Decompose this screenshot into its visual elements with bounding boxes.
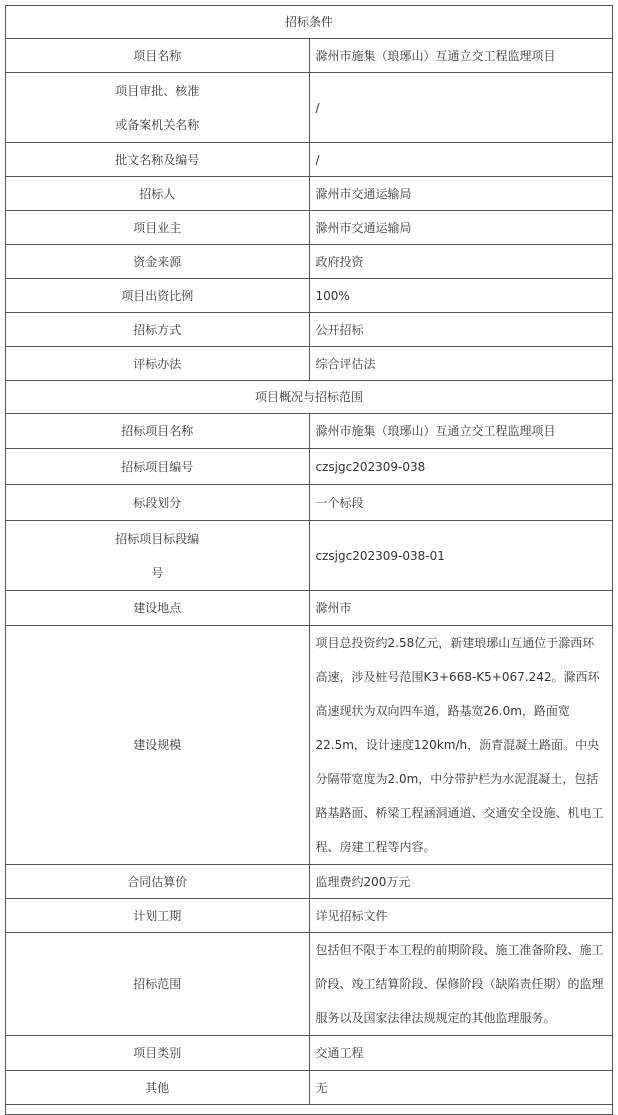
other-value: 无 <box>309 1071 613 1105</box>
tender-method-value: 公开招标 <box>309 313 613 347</box>
lot-no-value: czsjgc202309-038-01 <box>309 521 613 591</box>
scope-label: 招标范围 <box>6 933 310 1036</box>
tender-method-label: 招标方式 <box>6 313 310 347</box>
other-label: 其他 <box>6 1071 310 1105</box>
project-name-label: 项目名称 <box>6 39 310 73</box>
owner-value: 滁州市交通运输局 <box>309 211 613 245</box>
tender-project-name-label: 招标项目名称 <box>6 414 310 449</box>
category-value: 交通工程 <box>309 1036 613 1071</box>
evaluation-value: 综合评估法 <box>309 347 613 381</box>
category-label: 项目类别 <box>6 1036 310 1071</box>
approval-authority-label-line2: 或备案机关名称 <box>115 117 200 132</box>
tenderer-label: 招标人 <box>6 177 310 211</box>
contract-estimate-value: 监理费约200万元 <box>309 865 613 899</box>
owner-label: 项目业主 <box>6 211 310 245</box>
tender-project-no-value: czsjgc202309-038 <box>309 449 613 485</box>
location-value: 滁州市 <box>309 591 613 626</box>
contract-estimate-label: 合同估算价 <box>6 865 310 899</box>
lot-no-label-line1: 招标项目标段编 <box>115 531 200 546</box>
scale-value: 项目总投资约2.58亿元，新建琅琊山互通位于滁西环高速，涉及桩号范围K3+668-K5+067.242。滁西环高速现状为双向四车道，路基宽26.0m，路面宽22.5m，设计速度120km/h，沥青混凝土路面。中央分隔带宽度为2.0m，中分带护栏为水泥混凝土，包括路基路面、桥梁工程涵洞通道、交通安全设施、机电工程、房建工程等内容。 <box>309 626 613 865</box>
section-title-conditions: 招标条件 <box>6 6 613 39</box>
approval-authority-label <box>6 73 310 143</box>
project-name-value: 滁州市施集（琅琊山）互通立交工程监理项目 <box>309 39 613 73</box>
tenderer-value: 滁州市交通运输局 <box>309 177 613 211</box>
schedule-label: 计划工期 <box>6 899 310 933</box>
table-bottom-border <box>6 1105 613 1115</box>
lots-label: 标段划分 <box>6 485 310 521</box>
funding-ratio-value: 100% <box>309 279 613 313</box>
evaluation-label: 评标办法 <box>6 347 310 381</box>
funding-label: 资金来源 <box>6 245 310 279</box>
approval-doc-value: / <box>309 143 613 177</box>
lot-no-label <box>6 521 310 591</box>
approval-authority-label-line1: 项目审批、核准 <box>115 83 200 98</box>
scope-value: 包括但不限于本工程的前期阶段、施工准备阶段、施工阶段、竣工结算阶段、保修阶段（缺陷责任期）的监理服务以及国家法律法规规定的其他监理服务。 <box>309 933 613 1036</box>
approval-authority-value: / <box>309 73 613 143</box>
lots-value: 一个标段 <box>309 485 613 521</box>
tender-info-table <box>5 5 613 1115</box>
lot-no-label-line2: 号 <box>151 565 164 580</box>
funding-value: 政府投资 <box>309 245 613 279</box>
tender-project-no-label: 招标项目编号 <box>6 449 310 485</box>
funding-ratio-label: 项目出资比例 <box>6 279 310 313</box>
tender-project-name-value: 滁州市施集（琅琊山）互通立交工程监理项目 <box>309 414 613 449</box>
schedule-value: 详见招标文件 <box>309 899 613 933</box>
location-label: 建设地点 <box>6 591 310 626</box>
scale-label: 建设规模 <box>6 626 310 865</box>
section-title-overview: 项目概况与招标范围 <box>6 381 613 414</box>
approval-doc-label: 批文名称及编号 <box>6 143 310 177</box>
